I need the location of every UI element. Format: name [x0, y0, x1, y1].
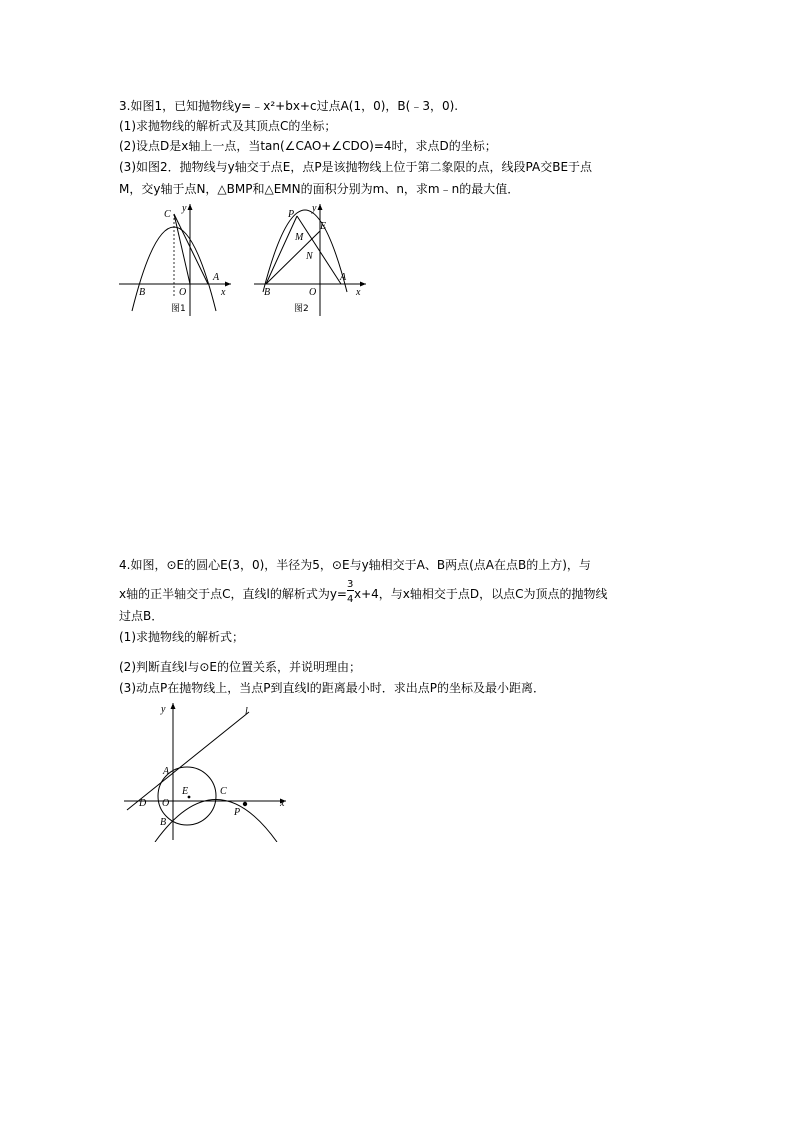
p4-statement-end: 过点B．	[119, 609, 164, 623]
fig2-label-M: M	[295, 232, 304, 243]
p4-label-O: O	[162, 798, 170, 809]
p4-label-y: y	[161, 704, 166, 715]
fraction-denominator: 4	[346, 594, 354, 605]
fig2-label-O: O	[309, 287, 317, 298]
p4-label-x: x	[280, 798, 285, 809]
p3-part3: (3)如图2．抛物线与y轴交于点E，点P是该抛物线上位于第二象限的点，线段PA交BE于点	[119, 160, 593, 174]
p3-part3-cont: M，交y轴于点N，△BMP和△EMN的面积分别为m、n，求m﹣n的最大值．	[119, 182, 520, 196]
p4-statement: 4.如图，⊙E的圆心E(3，0)，半径为5，⊙E与y轴相交于A、B两点(点A在点B的上方)，与	[119, 558, 591, 572]
p4-part3: (3)动点P在抛物线上，当点P到直线l的距离最小时．求出点P的坐标及最小距离．	[119, 681, 546, 695]
p4-label-l: l	[245, 706, 248, 717]
p4-label-D: D	[139, 798, 147, 809]
p3-part1: (1)求抛物线的解析式及其顶点C的坐标；	[119, 119, 337, 133]
p4-label-E: E	[182, 786, 189, 797]
fig1-label-y: y	[182, 203, 187, 214]
p3-statement: 3.如图1，已知抛物线y=﹣x²+bx+c过点A(1，0)，B(﹣3，0).	[119, 99, 459, 113]
fig2-caption: 图2	[294, 304, 309, 314]
fraction	[346, 579, 354, 605]
fig2-label-P: P	[288, 209, 295, 220]
p4-text-pre: x轴的正半轴交于点C，直线l的解析式为y=	[119, 587, 347, 601]
fig2-label-A: A	[340, 272, 347, 283]
fig2-label-x: x	[356, 287, 361, 298]
p4-label-C: C	[220, 786, 227, 797]
figure-2	[254, 200, 374, 322]
fig1-label-B: B	[139, 287, 146, 298]
fig2-label-y: y	[312, 203, 317, 214]
fig2-label-E: E	[320, 221, 327, 232]
p3-part2: (2)设点D是x轴上一点，当tan(∠CAO+∠CDO)=4时，求点D的坐标；	[119, 139, 497, 153]
p4-statement-cont	[119, 579, 608, 605]
fraction-numerator: 3	[346, 579, 354, 590]
fig1-label-O: O	[179, 287, 187, 298]
figure-p4	[119, 700, 294, 846]
fig1-caption: 图1	[171, 304, 186, 314]
p4-label-B: B	[160, 817, 167, 828]
fig1-label-x: x	[221, 287, 226, 298]
fig1-label-A: A	[213, 272, 220, 283]
fig1-label-C: C	[164, 209, 171, 220]
p4-text-post: x+4，与x轴相交于点D，以点C为顶点的抛物线	[353, 587, 608, 601]
fig2-label-B: B	[264, 287, 271, 298]
p4-label-P: P	[234, 807, 241, 818]
fig2-label-N: N	[306, 251, 313, 262]
p4-part2: (2)判断直线l与⊙E的位置关系，并说明理由；	[119, 660, 361, 674]
p4-part1: (1)求抛物线的解析式；	[119, 630, 244, 644]
p4-label-A: A	[163, 766, 170, 777]
figure-1	[119, 200, 239, 322]
